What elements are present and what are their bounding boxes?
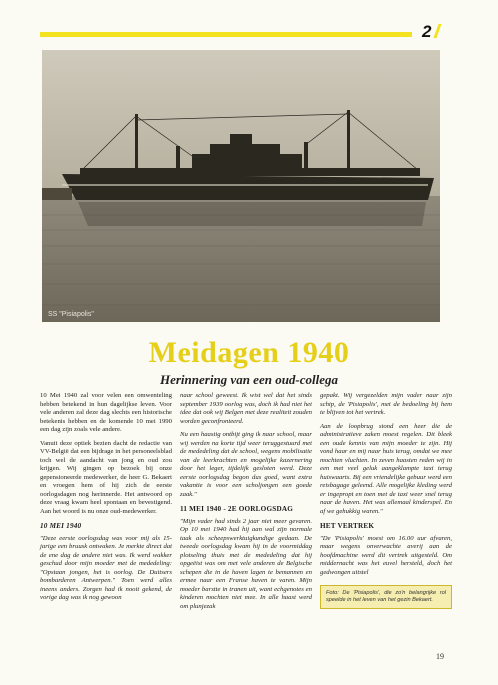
paragraph: "De 'Pisiapolis' moest om 16.00 uur afvaren, maar wegens onverwachte averij aan de hoofdmachine werd dit vertrek uitgesteld. Om middernacht was het euvel hersteld, doch het gedwongen uitstel — [320, 534, 452, 576]
paragraph: 10 Mei 1940 zal voor velen een omwenteling hebben betekend in hun dagelijkse leven. Voor vele anderen zal deze dag slechts een historische betekenis hebben en de komende 10 mei 1990 een dag zijn zoals vele andere. — [40, 392, 172, 433]
paragraph: Aan de loopbrug stond een heer die de administratieve zaken moest regelen. Dit bleek een oude kennis van mijn moeder te zijn. Hij vond haar en mij naar huis terug, omdat we mee mochten vluchten. In zeven haasten reden wij in een met veel geluk aangeklampte taxi terug huiswaarts. Bij een vriendelijke gebuur werd een reisbagage geleend. Alle mogelijke kleding werd er ingepropt en toen met de taxi weer snel terug naar de haven. Het was allemaal kinderspel. En af we gehukkig waren." — [320, 422, 452, 515]
section-heading: HET VERTREK — [320, 522, 375, 530]
ship-illustration — [42, 50, 440, 322]
paragraph: Nu een haastig ontbijt ging ik naar school, maar wij werden na korte tijd weer teruggestuurd met de mededeling dat de school, wegens mobilisatie van de leerkrachten en mogelijke kazernering door het leger, tijdelijk gesloten werd. Deze eerste oorlogsdag begon dus goed, want extra vakantie is voor een scholjongen een goede zaak." — [180, 431, 312, 498]
text-column-1 — [40, 392, 172, 608]
section-heading: 10 MEI 1940 — [40, 522, 82, 530]
article-title: Meidagen 1940 — [148, 336, 350, 369]
badge-accent-mark — [433, 24, 448, 38]
photo-caption: SS "Pisiapolis" — [48, 311, 94, 318]
paragraph: naar school geweest. Ik wist wel dat het sinds september 1939 oorlog was, doch ik had niet het idee dat ook wij Belgen met deze realiteit zouden worden geconfronteerd. — [180, 392, 312, 425]
paragraph: gepakt. Wij vergezelden mijn vader naar zijn schip, de 'Pisiapolis', met de bedoeling bij hem te blijven tot het vertrek. — [320, 392, 452, 416]
ship-photo — [42, 50, 440, 322]
text-column-3 — [320, 392, 452, 609]
photo-note-box: Foto: De 'Pisiapolis', die zo'n belangrijke rol speelde in het leven van het gezin Bekaert. — [320, 585, 452, 609]
text-column-2 — [180, 392, 312, 616]
section-heading: 11 MEI 1940 - 2E OORLOGSDAG — [180, 505, 294, 513]
paragraph: Vanuit deze optiek bezien dacht de redactie van VV-België dat een bijdrage in het personeelsblad toch wel de aandacht van jong en oud zou krijgen. Wij gingen op bezoek bij onze gepensioneerde medewerker, de heer G. Bekaert en vroegen hem of hij zich de eerste oorlogsdagen nog herinnerde. Het antwoord op deze vraag kwam heel spontaan en bevestigend. Aan het woord is nu onze oud-medewerker. — [40, 439, 172, 515]
page-badge-number: 2 — [422, 22, 432, 41]
paragraph: "Mijn vader had sinds 2 jaar niet meer gevaren. Op 10 mei 1940 had hij aan wal zijn normale taak als scheepswerktuigkundige gedaan. De tweede oorlogsdag kwam hij in de voormiddag plotseling thuis met de mededeling dat hij opgeëist was om met vele anderen de Belgische schepen die in de haven lagen te bemannen en ermee naar een Franse haven te varen. Mijn moeder barstte in tranen uit, want echgenotes en kinderen mochten niet mee. In alle haast werd om plunjezak — [180, 517, 312, 610]
page-badge — [414, 22, 448, 42]
article-subtitle: Herinnering van een oud-collega — [159, 372, 339, 387]
header-accent-bar — [40, 32, 412, 37]
page-number: 19 — [436, 652, 444, 661]
paragraph: "Deze eerste oorlogsdag was voor mij als 15-jarige een bruusk ontwaken. Je merkte direct dat de ene dag de andere niet was. Ik werd wakker geschud door mijn moeder met de mededeling: "Opstaan jongen, het is oorlog. De Duitsers bombarderen Antwerpen." Toen werd alles ineens anders. Zorgen had ik nooit gekend, de vorige dag was ik nog gewoon — [40, 534, 172, 601]
